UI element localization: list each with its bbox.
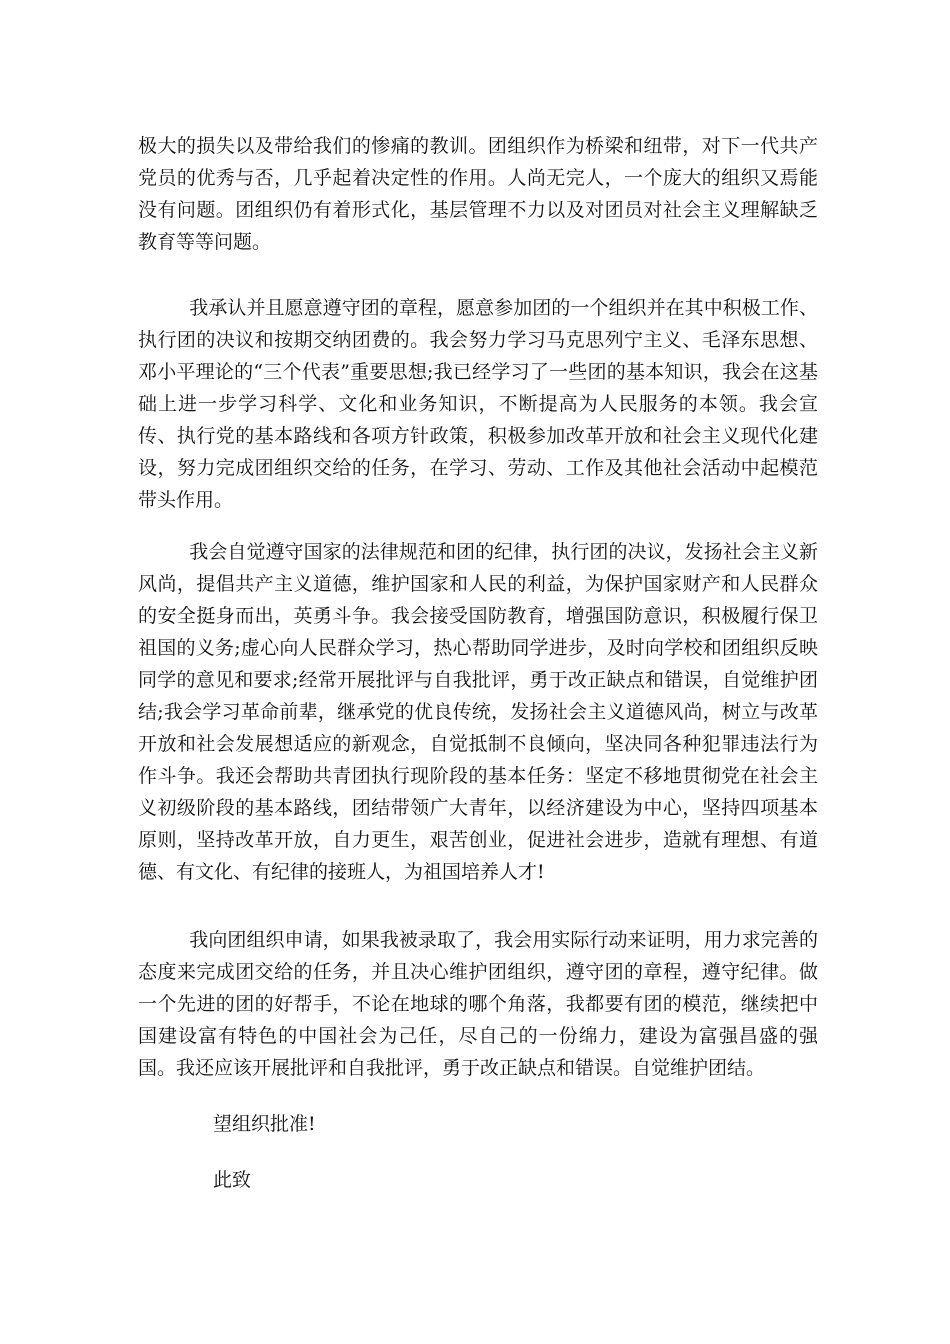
paragraph-2: 我承认并且愿意遵守团的章程，愿意参加团的一个组织并在其中积极工作、执行团的决议和按期交纳团费的。我会努力学习马克思列宁主义、毛泽东思想、邓小平理论的“三个代表”重要思想;我已经学习了一些团的基本知识，我会在这基础上进一步学习科学、文化和业务知识，不断提高为人民服务的本领。我会宣传、执行党的基本路线和各项方针政策，积极参加改革开放和社会主义现代化建设，努力完成团组织交给的任务，在学习、劳动、工作及其他社会活动中起模范带头作用。	[138, 297, 818, 511]
paragraph-4: 我向团组织申请，如果我被录取了，我会用实际行动来证明，用力求完善的态度来完成团交给的任务，并且决心维护团组织，遵守团的章程，遵守纪律。做一个先进的团的好帮手，不论在地球的哪个角落，我都要有团的模范，继续把中国建设富有特色的中国社会为己任，尽自己的一份绵力，建设为富强昌盛的强国。我还应该开展批评和自我批评，勇于改正缺点和错误。自觉维护团结。	[138, 929, 818, 1079]
closing-salutation: 此致	[213, 1169, 252, 1191]
closing-request: 望组织批准!	[213, 1113, 316, 1135]
paragraph-1: 极大的损失以及带给我们的惨痛的教训。团组织作为桥梁和纽带，对下一代共产党员的优秀与否，几乎起着决定性的作用。人尚无完人，一个庞大的组织又焉能没有问题。团组织仍有着形式化，基层管理不力以及对团员对社会主义理解缺乏教育等等问题。	[138, 135, 818, 253]
paragraph-3: 我会自觉遵守国家的法律规范和团的纪律，执行团的决议，发扬社会主义新风尚，提倡共产主义道德，维护国家和人民的利益，为保护国家财产和人民群众的安全挺身而出，英勇斗争。我会接受国防教育，增强国防意识，积极履行保卫祖国的义务;虚心向人民群众学习，热心帮助同学进步，及时向学校和团组织反映同学的意见和要求;经常开展批评与自我批评，勇于改正缺点和错误，自觉维护团结;我会学习革命前辈，继承党的优良传统，发扬社会主义道德风尚，树立与改革开放和社会发展想适应的新观念，自觉抵制不良倾向，坚决同各种犯罪违法行为作斗争。我还会帮助共青团执行现阶段的基本任务：坚定不移地贯彻党在社会主义初级阶段的基本路线，团结带领广大青年，以经济建设为中心，坚持四项基本原则，坚持改革开放，自力更生，艰苦创业，促进社会进步，造就有理想、有道德、有文化、有纪律的接班人，为祖国培养人才!	[138, 541, 818, 883]
